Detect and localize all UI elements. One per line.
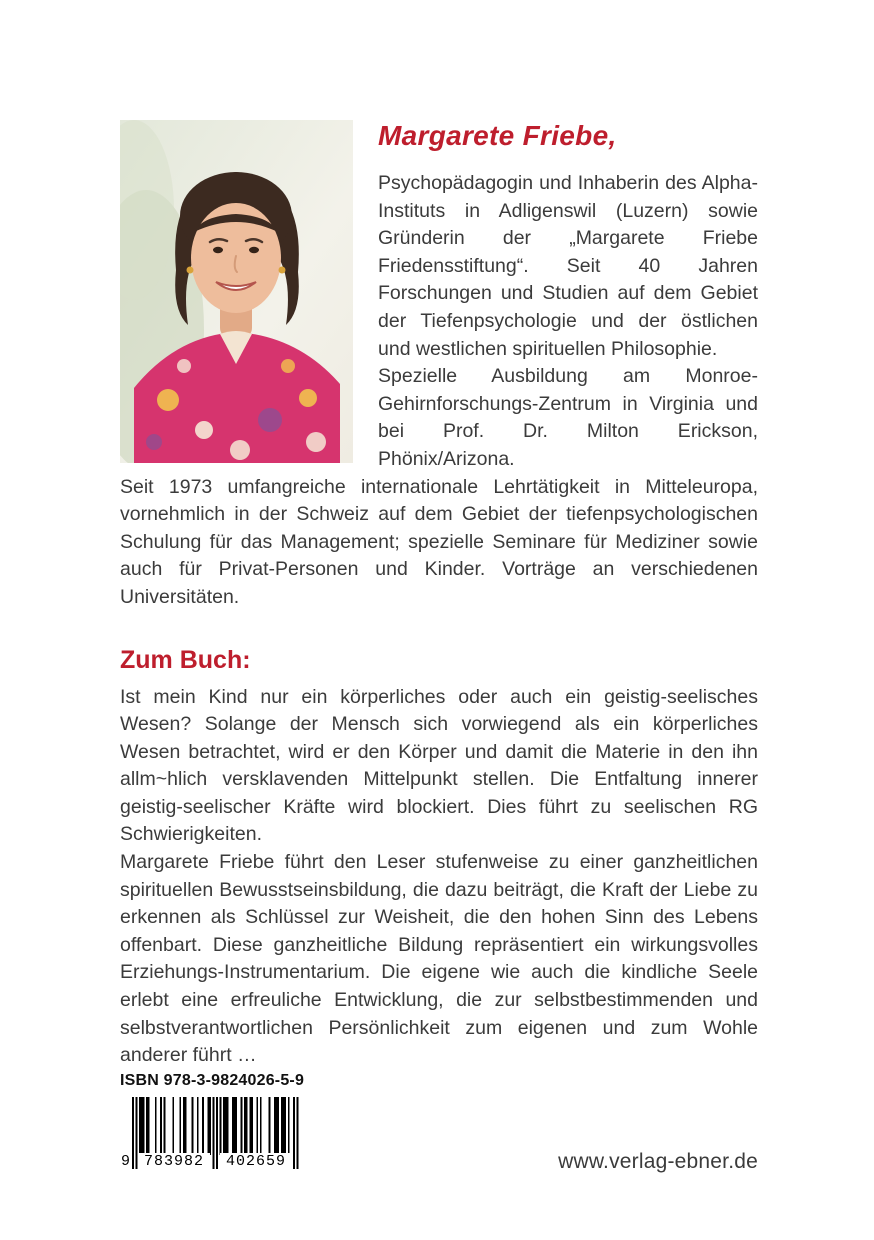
cover-footer	[120, 1072, 758, 1177]
barcode-digit-group1: 783982	[138, 1153, 210, 1170]
author-bio-paragraph: Seit 1973 umfangreiche internationale Lehrtätigkeit in Mitteleuropa, vornehmlich in der Schweiz auf dem Gebiet der tiefenpsychologischen Schulung für das Management; spezielle Seminare für Mediziner sowie auch für Privat-Personen und Kinder. Vorträge an verschiedenen Universitäten.	[120, 475, 758, 608]
author-bio-paragraph: Spezielle Ausbildung am Monroe-Gehirnforschungs-Zentrum in Virginia und bei Prof. Dr. Milton Erickson, Phönix/Arizona.	[378, 365, 758, 470]
barcode-digit-prefix: 9	[120, 1153, 131, 1170]
zum-buch-heading: Zum Buch:	[120, 645, 251, 674]
author-name-heading: Margarete Friebe,	[378, 120, 617, 151]
book-description-paragraph: Margarete Friebe führt den Leser stufenweise zu einer ganzheitlichen spirituellen Bewusstseinsbildung, die dazu beiträgt, die Kraft der Liebe zu erkennen als Schlüssel zur Weisheit, die den hohen Sinn des Lebens offenbart. Diese ganzheitliche Bildung repräsentiert ein wirkungsvolles Erziehungs-Instrumentarium. Die eigene wie auch die kindliche Seele erlebt eine erfreuliche Entwicklung, die zur selbstbestimmenden und selbstverantwortlichen Persönlichkeit zum eigenen und zum Wohle anderer führt …	[120, 851, 758, 1067]
barcode-digit-group2: 402659	[220, 1153, 292, 1170]
author-bio-paragraph: Psychopädagogin und Inhaberin des Alpha-Instituts in Adligenswil (Luzern) sowie Gründerin der „Margarete Friebe Friedensstiftung“. Seit 40 Jahren Forschungen und Studien auf dem Gebiet der Tiefenpsychologie und der östlichen und westlichen spirituellen Philosophie.	[378, 172, 758, 360]
ean13-barcode	[120, 1097, 302, 1177]
cover-content	[120, 118, 758, 1070]
book-description-paragraph: Ist mein Kind nur ein körperliches oder auch ein geistig-seelisches Wesen? Solange der Mensch sich vorwiegend als ein körperliches Wesen betrachtet, wird er den Körper und damit die Materie in den ihn allm~hlich versklavenden Mittelpunkt stellen. Die Entfaltung innerer geistig-seelischer Kräfte wird blockiert. Dies führt zu seelischen RG Schwierigkeiten.	[120, 685, 758, 846]
publisher-website-url: www.verlag-ebner.de	[558, 1150, 758, 1173]
author-photo	[120, 120, 353, 463]
isbn-label: ISBN 978-3-9824026-5-9	[120, 1072, 305, 1089]
